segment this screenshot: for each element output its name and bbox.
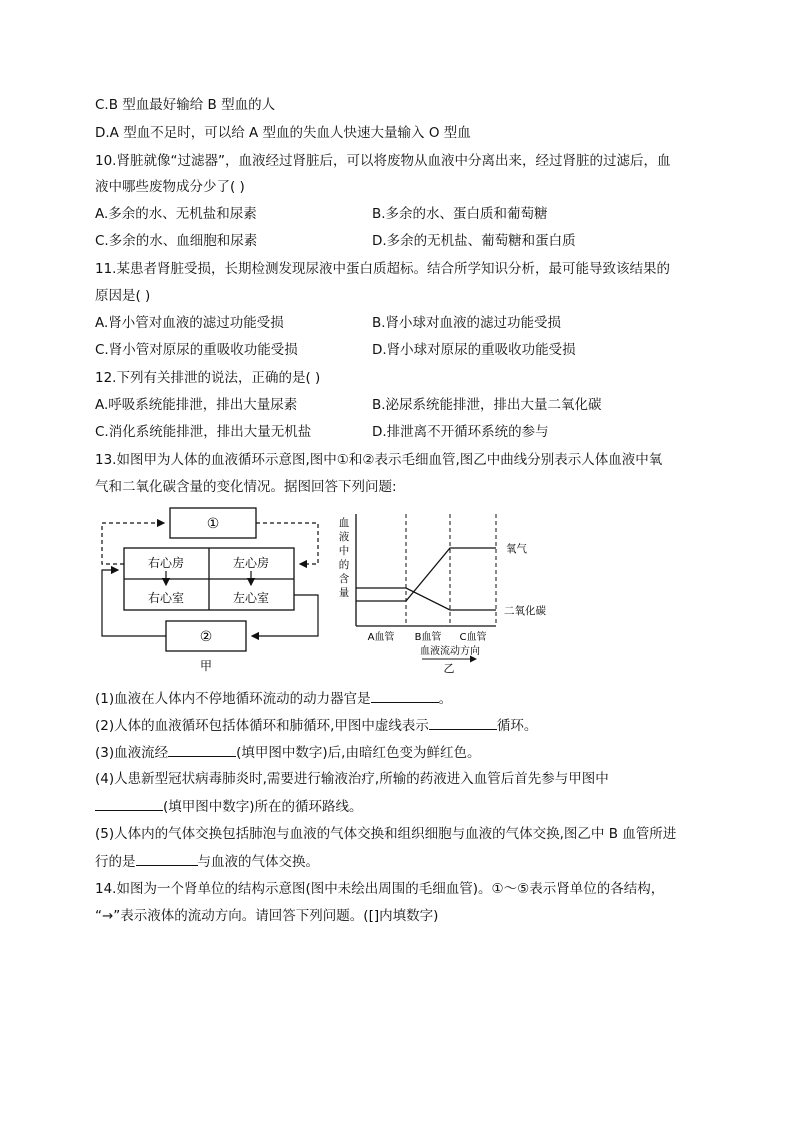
question-13-text-line1: 13.如图甲为人体的血液循环示意图,图中①和②表示毛细血管,图乙中曲线分别表示人体血液中氧 (95, 452, 663, 468)
question-10-text-line2: 液中哪些废物成分少了( ) (95, 179, 245, 195)
right-ventricle-label: 右心室 (147, 591, 185, 605)
q13-sub-1-prefix: (1)血液在人体内不停地循环流动的动力器官是 (95, 691, 371, 707)
left-ventricle-label: 左心室 (232, 591, 270, 605)
q13-sub-3-suffix: (填甲图中数字)后,由暗红色变为鲜红色。 (236, 745, 481, 761)
q13-sub-5-line2 (95, 852, 319, 871)
figure-yi-caption: 乙 (443, 662, 455, 675)
question-13-text-line2: 气和二氧化碳含量的变化情况。据图回答下列问题: (95, 479, 397, 495)
q13-sub-5-line1: (5)人体内的气体交换包括肺泡与血液的气体交换和组织细胞与血液的气体交换,图乙中 B 血管所进 (95, 826, 677, 842)
figure-jia-circulation-diagram (96, 504, 328, 676)
q13-sub-3-answer-blank[interactable] (168, 743, 236, 757)
segment-label-a: A血管 (367, 632, 395, 643)
carbon-dioxide-series-label: 二氧化碳 (504, 605, 546, 617)
q13-sub-1-answer-blank[interactable] (371, 689, 439, 703)
oxygen-curve (356, 548, 496, 601)
y-label-char-2: 液 (338, 531, 350, 543)
capillary-box-1-label: ① (206, 516, 220, 532)
question-11-text-line2: 原因是( ) (95, 288, 151, 304)
q13-sub-1-suffix: 。 (438, 691, 453, 707)
y-label-char-1: 血 (338, 517, 350, 529)
y-axis-label (339, 517, 350, 599)
q13-sub-2 (95, 716, 537, 735)
question-12-text: 12.下列有关排泄的说法，正确的是( ) (95, 370, 321, 386)
q13-sub-4-line2 (95, 797, 363, 816)
q11-option-d: D.肾小球对原尿的重吸收功能受损 (372, 342, 576, 358)
q13-sub-5-prefix: 行的是 (95, 854, 136, 870)
q13-sub-1 (95, 689, 452, 708)
q11-option-b: B.肾小球对血液的滤过功能受损 (372, 315, 562, 331)
left-atrium-label: 左心房 (232, 556, 270, 570)
y-label-char-5: 含 (338, 573, 350, 585)
figure-yi-gas-chart (336, 508, 558, 676)
option-c-blood-type: C.B 型血最好输给 B 型血的人 (95, 97, 276, 113)
q10-option-c: C.多余的水、血细胞和尿素 (95, 233, 258, 249)
carbon-dioxide-curve (356, 588, 496, 610)
q13-sub-5-answer-blank[interactable] (136, 852, 198, 866)
q10-option-d: D.多余的无机盐、葡萄糖和蛋白质 (372, 233, 576, 249)
q11-option-a: A.肾小管对血液的滤过功能受损 (95, 315, 284, 331)
q13-sub-4-suffix: (填甲图中数字)所在的循环路线。 (163, 799, 363, 815)
q13-sub-3 (95, 743, 480, 762)
q12-option-b: B.泌尿系统能排泄，排出大量二氧化碳 (372, 397, 602, 413)
segment-label-b: B血管 (414, 632, 442, 643)
question-11-text-line1: 11.某患者肾脏受损，长期检测发现尿液中蛋白质超标。结合所学知识分析，最可能导致该结果的 (95, 261, 670, 277)
q10-option-a: A.多余的水、无机盐和尿素 (95, 206, 257, 222)
q10-option-b: B.多余的水、蛋白质和葡萄糖 (372, 206, 548, 222)
q12-option-c: C.消化系统能排泄，排出大量无机盐 (95, 424, 312, 440)
x-axis-label: 血液流动方向 (420, 646, 480, 657)
question-14-text-line2: “→”表示液体的流动方向。请回答下列问题。([]内填数字) (95, 908, 439, 924)
right-atrium-label: 右心房 (147, 556, 185, 570)
oxygen-series-label: 氧气 (506, 543, 527, 555)
capillary-box-2-label: ② (199, 629, 213, 645)
question-14-text-line1: 14.如图为一个肾单位的结构示意图(图中未绘出周围的毛细血管)。①～⑤表示肾单位的各结构， (95, 881, 665, 897)
figure-jia-caption: 甲 (199, 659, 213, 673)
y-label-char-3: 中 (338, 545, 350, 557)
segment-label-c: C血管 (459, 632, 487, 643)
q12-option-d: D.排泄离不开循环系统的参与 (372, 424, 549, 440)
q13-sub-2-answer-blank[interactable] (429, 716, 497, 730)
q13-sub-4-line1: (4)人患新型冠状病毒肺炎时,需要进行输液治疗,所输的药液进入血管后首先参与甲图中 (95, 771, 609, 787)
q13-sub-4-answer-blank[interactable] (95, 797, 163, 811)
q13-sub-2-suffix: 循环。 (496, 718, 538, 734)
option-d-blood-type: D.A 型血不足时，可以给 A 型血的失血人快速大量输入 O 型血 (95, 125, 471, 141)
q13-sub-5-suffix: 与血液的气体交换。 (197, 854, 319, 870)
q13-sub-3-prefix: (3)血液流经 (95, 745, 169, 761)
q11-option-c: C.肾小管对原尿的重吸收功能受损 (95, 342, 298, 358)
y-label-char-6: 量 (338, 587, 350, 599)
y-label-char-4: 的 (338, 559, 350, 571)
q13-sub-2-prefix: (2)人体的血液循环包括体循环和肺循环,甲图中虚线表示 (95, 718, 429, 734)
q12-option-a: A.呼吸系统能排泄，排出大量尿素 (95, 397, 298, 413)
question-10-text-line1: 10.肾脏就像“过滤器”，血液经过肾脏后，可以将废物从血液中分离出来，经过肾脏的过滤后，血 (95, 153, 671, 169)
